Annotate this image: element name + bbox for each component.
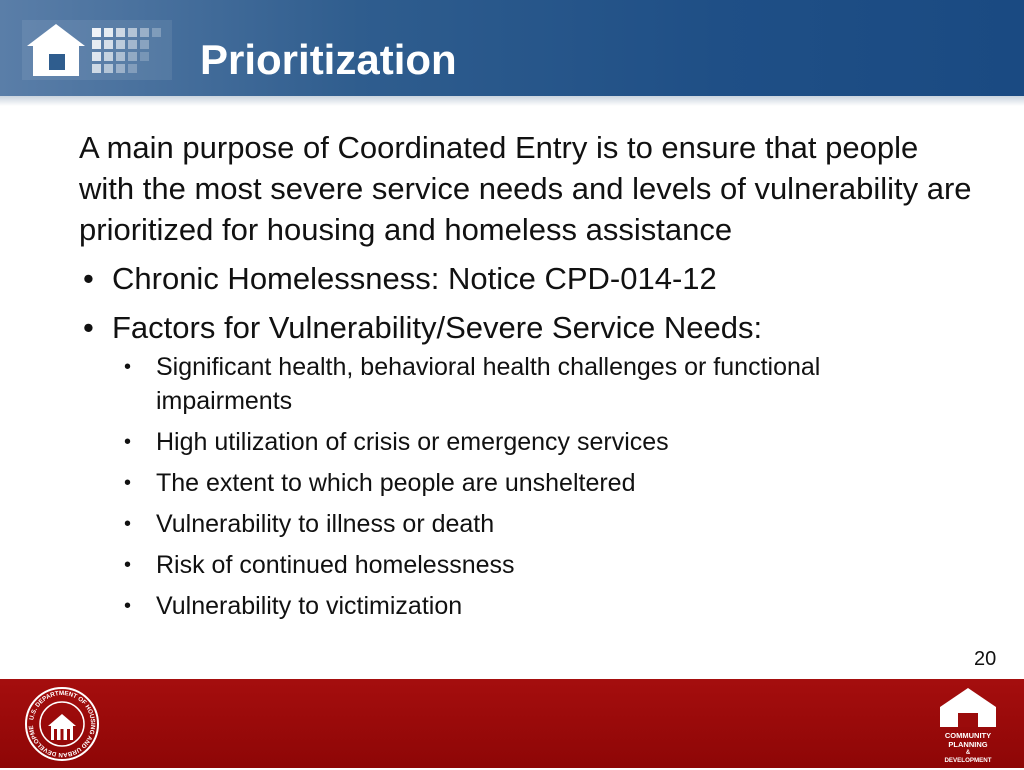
cpd-logo-icon [936,685,1000,765]
sub-bullet-item: • Vulnerability to victimization [112,589,956,623]
slide-title: Prioritization [200,36,457,83]
bullet-item [79,258,979,299]
house-icon [22,20,172,80]
svg-text:&: & [965,750,971,756]
slide-body [79,127,979,631]
bullet-text: Chronic Homelessness: Notice CPD-014-12 [112,261,717,296]
footer-bar [0,679,1024,768]
sub-bullet-list [112,350,979,623]
sub-bullet-item: • Significant health, behavioral health challenges or functional impairments [112,350,956,418]
cpd-logo [936,685,1000,765]
svg-text:COMMUNITY: COMMUNITY [944,731,992,740]
svg-text:PLANNING: PLANNING [948,740,988,749]
logo [22,20,172,80]
sub-bullet-item: • Risk of continued homelessness [112,548,956,582]
bullet-list [79,258,979,623]
svg-text:DEVELOPMENT: DEVELOPMENT [944,757,992,764]
sub-bullet-item: • High utilization of crisis or emergency services [112,425,956,459]
sub-bullet-item: • The extent to which people are unsheltered [112,466,956,500]
bullet-item [79,307,979,623]
hud-seal [24,686,100,762]
hud-seal-icon [24,686,100,762]
sub-bullet-item: • Vulnerability to illness or death [112,507,956,541]
intro-paragraph: A main purpose of Coordinated Entry is to ensure that people with the most severe service needs and levels of vulnerability are prioritized for housing and homeless assistance [79,130,972,247]
svg-text:U.S. DEPARTMENT OF HOUSING AND: U.S. DEPARTMENT OF HOUSING AND URBAN DEVELOPME [27,689,97,759]
page-number: 20 [974,648,997,670]
header-divider [0,96,1024,106]
bullet-text: Factors for Vulnerability/Severe Service Needs: [112,310,763,345]
